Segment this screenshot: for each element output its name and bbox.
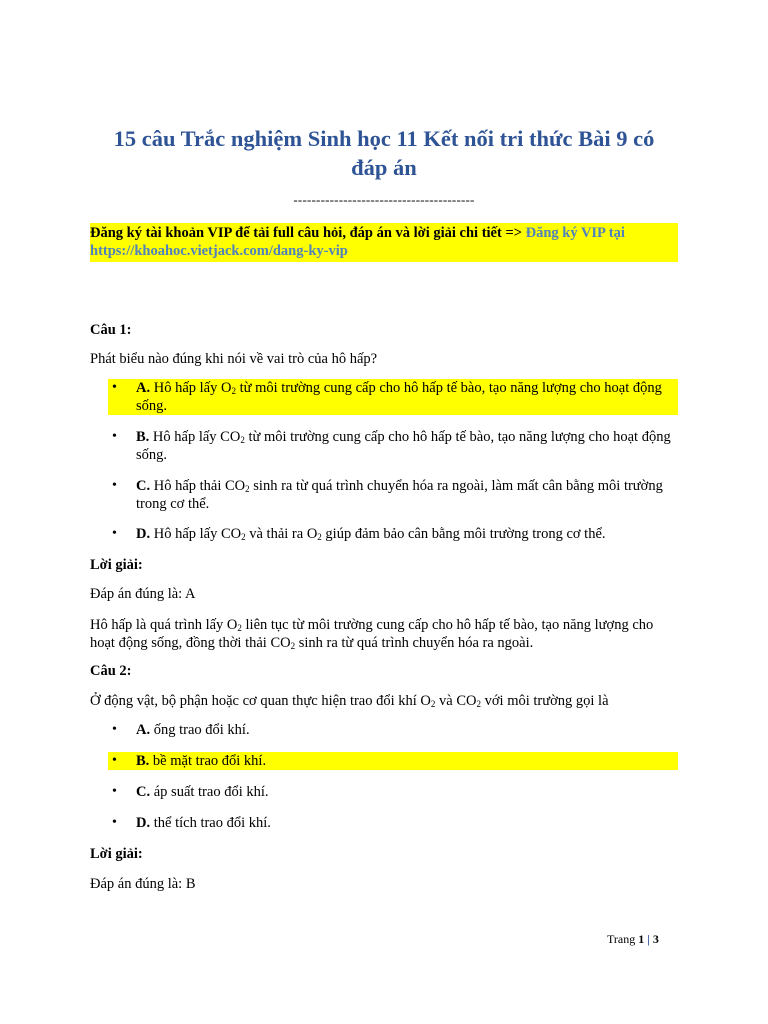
question-1-label: Câu 1: bbox=[90, 322, 132, 338]
explain-text: sinh ra từ quá trình chuyển hóa ra ngoài. bbox=[295, 635, 534, 651]
q1-option-c[interactable] bbox=[108, 477, 678, 513]
q2-answer: Đáp án đúng là: B bbox=[90, 876, 196, 892]
q1-answer: Đáp án đúng là: A bbox=[90, 586, 196, 602]
title-line-2: đáp án bbox=[351, 155, 417, 180]
q2-solution-label: Lời giải: bbox=[90, 846, 143, 862]
page-title bbox=[90, 124, 678, 182]
subscript: 2 bbox=[231, 386, 236, 396]
bullet: • bbox=[112, 784, 117, 799]
option-text: Hô hấp thải CO bbox=[150, 478, 246, 494]
title-line-1: 15 câu Trắc nghiệm Sinh học 11 Kết nối tri thức Bài 9 có bbox=[113, 126, 655, 151]
option-text: bề mặt trao đổi khí. bbox=[149, 753, 267, 769]
option-text: từ môi trường cung cấp cho hô hấp tế bào, tạo năng lượng cho hoạt động sống. bbox=[136, 429, 671, 463]
vip-link[interactable]: Đăng ký VIP tại https://khoahoc.vietjack.com/dang-ky-vip bbox=[90, 225, 625, 259]
footer-separator: | bbox=[644, 932, 653, 946]
vip-text: Đăng ký tài khoản VIP để tải full câu hỏi, đáp án và lời giải chi tiết => bbox=[90, 225, 526, 241]
q1-option-b[interactable] bbox=[108, 428, 678, 464]
q2-option-c[interactable] bbox=[108, 783, 678, 801]
option-text: sinh ra từ quá trình chuyển hóa ra ngoài, làm mất cân bằng môi trường trong cơ thể. bbox=[136, 478, 663, 512]
q2-option-a[interactable] bbox=[108, 721, 678, 739]
option-letter: A. bbox=[136, 722, 151, 738]
vip-banner bbox=[90, 223, 678, 262]
option-letter: C. bbox=[136, 478, 151, 494]
option-letter: D. bbox=[136, 815, 151, 831]
q1-explanation bbox=[90, 616, 678, 652]
option-letter: B. bbox=[136, 753, 150, 769]
subscript: 2 bbox=[430, 699, 436, 709]
explain-text: Hô hấp là quá trình lấy O bbox=[90, 617, 238, 633]
option-text: Hô hấp lấy O bbox=[150, 380, 232, 396]
question-text: và CO bbox=[435, 693, 477, 709]
option-text: Hô hấp lấy CO bbox=[150, 526, 242, 542]
q1-solution-label: Lời giải: bbox=[90, 557, 143, 573]
subscript: 2 bbox=[476, 699, 481, 709]
q1-option-a[interactable] bbox=[108, 379, 678, 415]
q2-option-b[interactable] bbox=[108, 752, 678, 770]
option-letter: D. bbox=[136, 526, 151, 542]
subscript: 2 bbox=[245, 484, 250, 494]
question-2-label: Câu 2: bbox=[90, 663, 132, 679]
question-text: với môi trường gọi là bbox=[481, 693, 609, 709]
option-text: giúp đảm bảo cân bằng môi trường trong cơ thể. bbox=[321, 526, 606, 542]
option-text: và thải ra O bbox=[245, 526, 318, 542]
bullet: • bbox=[112, 380, 117, 395]
question-2-text bbox=[90, 692, 678, 710]
bullet: • bbox=[112, 429, 117, 444]
page-footer bbox=[607, 932, 659, 947]
subscript: 2 bbox=[237, 623, 242, 633]
subscript: 2 bbox=[240, 435, 245, 445]
option-letter: B. bbox=[136, 429, 150, 445]
subscript: 2 bbox=[317, 532, 322, 542]
bullet: • bbox=[112, 753, 117, 768]
footer-prefix: Trang bbox=[607, 932, 639, 946]
footer-page-number: 1 bbox=[638, 932, 645, 946]
q1-option-d[interactable] bbox=[108, 525, 678, 543]
option-text: Hô hấp lấy CO bbox=[149, 429, 241, 445]
footer-total-pages: 3 bbox=[652, 932, 659, 946]
bullet: • bbox=[112, 722, 117, 737]
option-text: áp suất trao đổi khí. bbox=[150, 784, 269, 800]
bullet: • bbox=[112, 478, 117, 493]
q2-option-d[interactable] bbox=[108, 814, 678, 832]
bullet: • bbox=[112, 526, 117, 541]
subscript: 2 bbox=[241, 532, 246, 542]
question-1-text: Phát biểu nào đúng khi nói về vai trò của hô hấp? bbox=[90, 351, 378, 367]
option-letter: A. bbox=[136, 380, 151, 396]
option-text: từ môi trường cung cấp cho hô hấp tế bào, tạo năng lượng cho hoạt động sống. bbox=[136, 380, 662, 414]
separator: ---------------------------------------- bbox=[293, 192, 475, 207]
option-text: thể tích trao đổi khí. bbox=[150, 815, 271, 831]
question-text: Ở động vật, bộ phận hoặc cơ quan thực hiện trao đổi khí O bbox=[90, 693, 431, 709]
bullet: • bbox=[112, 815, 117, 830]
option-text: ống trao đổi khí. bbox=[150, 722, 250, 738]
option-letter: C. bbox=[136, 784, 151, 800]
explain-text: liên tục từ môi trường cung cấp cho hô hấp tế bào, tạo năng lượng cho hoạt động sống, đồng thời thải CO bbox=[90, 617, 654, 651]
subscript: 2 bbox=[290, 641, 296, 651]
